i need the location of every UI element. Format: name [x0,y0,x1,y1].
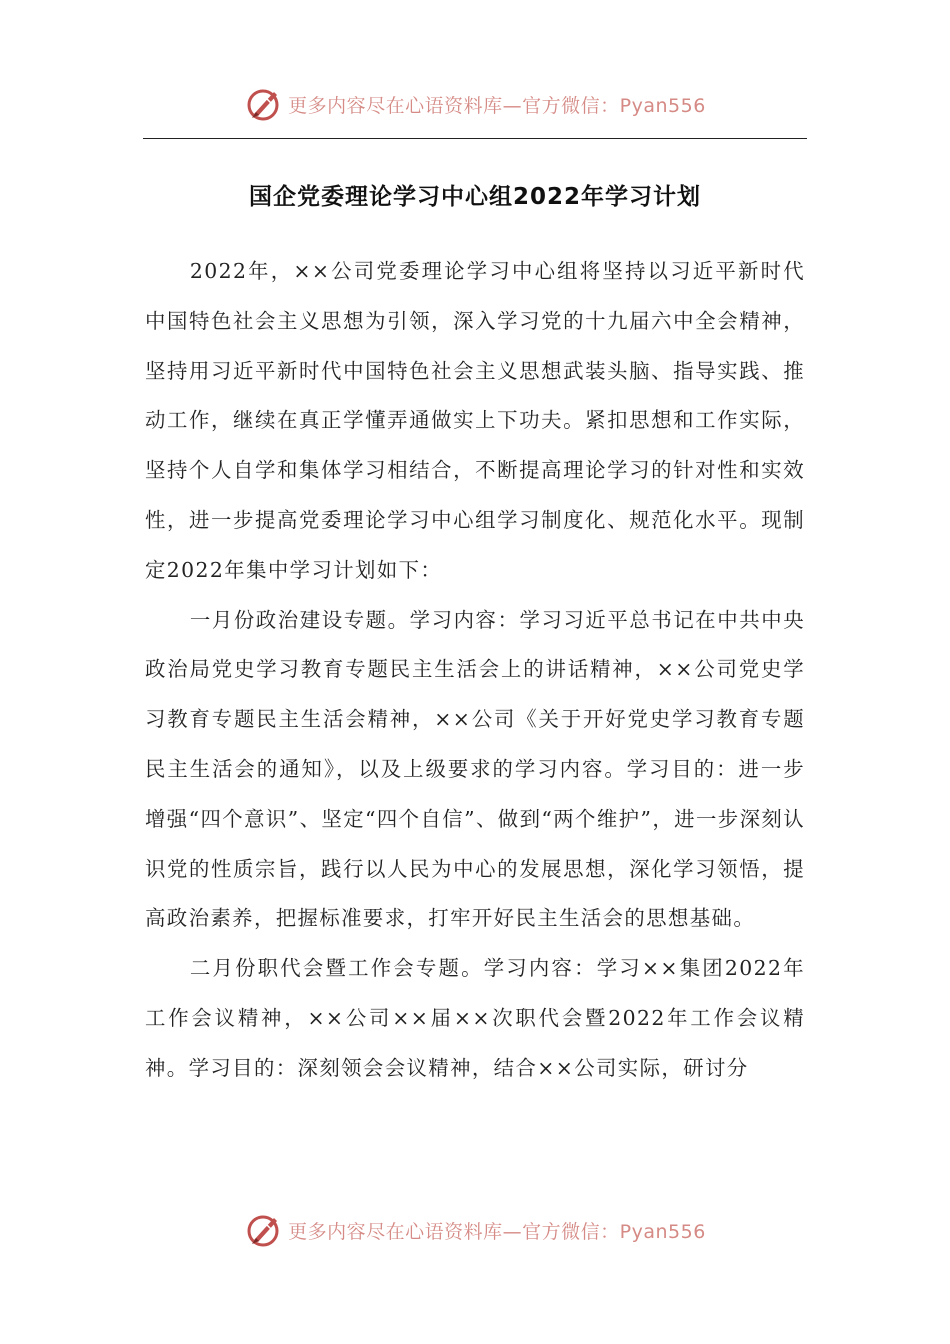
quill-logo-icon [244,84,284,124]
document-title: 国企党委理论学习中心组2022年学习计划 [248,184,701,210]
document-body [145,247,805,1094]
header-banner-text: 更多内容尽在心语资料库—官方微信：Pyan556 [288,94,706,117]
quill-logo-icon [244,1210,284,1250]
paragraph: 2022年，××公司党委理论学习中心组将坚持以习近平新时代中国特色社会主义思想为引领，深入学习党的十九届六中全会精神，坚持用习近平新时代中国特色社会主义思想武装头脑、指导实践、推动工作，继续在真正学懂弄通做实上下功夫。紧扣思想和工作实际，坚持个人自学和集体学习相结合，不断提高理论学习的针对性和实效性，进一步提高党委理论学习中心组学习制度化、规范化水平。现制定2022年集中学习计划如下： [145,259,805,582]
paragraph: 一月份政治建设专题。学习内容：学习习近平总书记在中共中央政治局党史学习教育专题民主生活会上的讲话精神，××公司党史学习教育专题民主生活会精神，××公司《关于开好党史学习教育专题民主生活会的通知》，以及上级要求的学习内容。学习目的：进一步增强“四个意识”、坚定“四个自信”、做到“两个维护”，进一步深刻认识党的性质宗旨，践行以人民为中心的发展思想，深化学习领悟，提高政治素养，把握标准要求，打牢开好民主生活会的思想基础。 [145,607,805,931]
paragraph: 二月份职代会暨工作会专题。学习内容：学习××集团2022年工作会议精神，××公司××届××次职代会暨2022年工作会议精神。学习目的：深刻领会会议精神，结合××公司实际，研讨分 [145,956,805,1080]
footer-banner-text: 更多内容尽在心语资料库—官方微信：Pyan556 [288,1220,706,1243]
header-banner [0,82,950,126]
footer-banner [0,1208,950,1252]
header-divider [143,138,807,139]
